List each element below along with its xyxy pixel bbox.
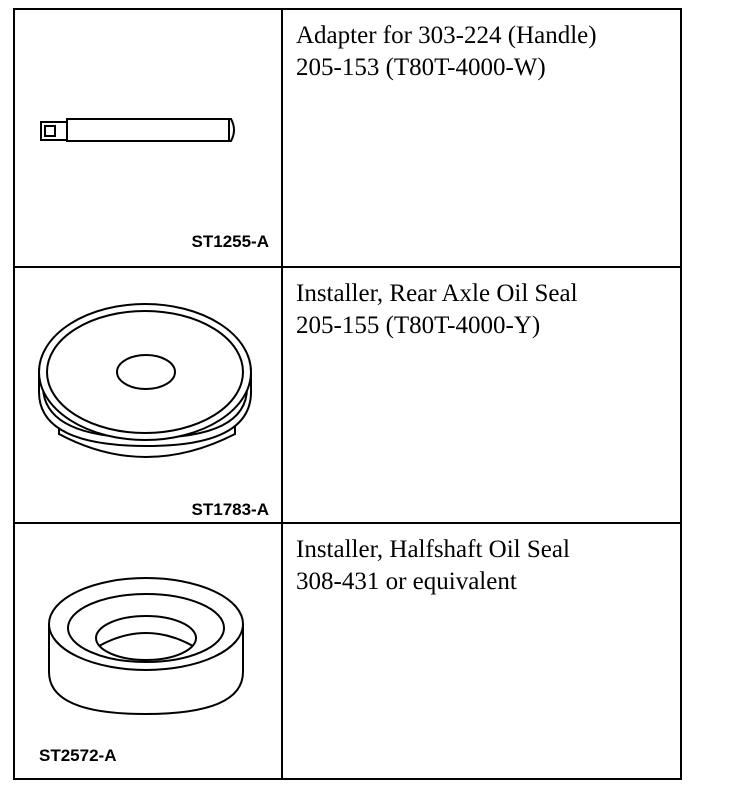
tool-number: 308-431 or equivalent	[296, 568, 517, 595]
seal-installer-disc-icon	[15, 268, 281, 522]
table-row	[15, 10, 680, 268]
tool-image-cell	[15, 524, 283, 778]
tool-number: 205-153 (T80T-4000-W)	[296, 54, 546, 81]
tool-image-cell	[15, 10, 283, 266]
tool-description	[296, 20, 597, 84]
tool-description-cell	[283, 268, 680, 522]
tool-description-cell	[283, 10, 680, 266]
figure-code: ST2572-A	[39, 746, 117, 765]
figure-code: ST1255-A	[191, 232, 269, 251]
table-row	[15, 524, 680, 778]
adapter-pin-icon	[15, 10, 281, 266]
figure-code: ST1783-A	[191, 500, 269, 519]
tool-description-cell	[283, 524, 680, 778]
tool-name: Installer, Rear Axle Oil Seal	[296, 280, 578, 307]
tool-name: Adapter for 303-224 (Handle)	[296, 22, 597, 49]
table-row	[15, 268, 680, 524]
tool-description	[296, 534, 570, 598]
tool-description	[296, 278, 578, 342]
special-tools-table	[13, 8, 682, 780]
tool-image-cell	[15, 268, 283, 522]
seal-installer-ring-icon	[15, 524, 281, 776]
tool-name: Installer, Halfshaft Oil Seal	[296, 536, 570, 563]
tool-number: 205-155 (T80T-4000-Y)	[296, 312, 541, 339]
